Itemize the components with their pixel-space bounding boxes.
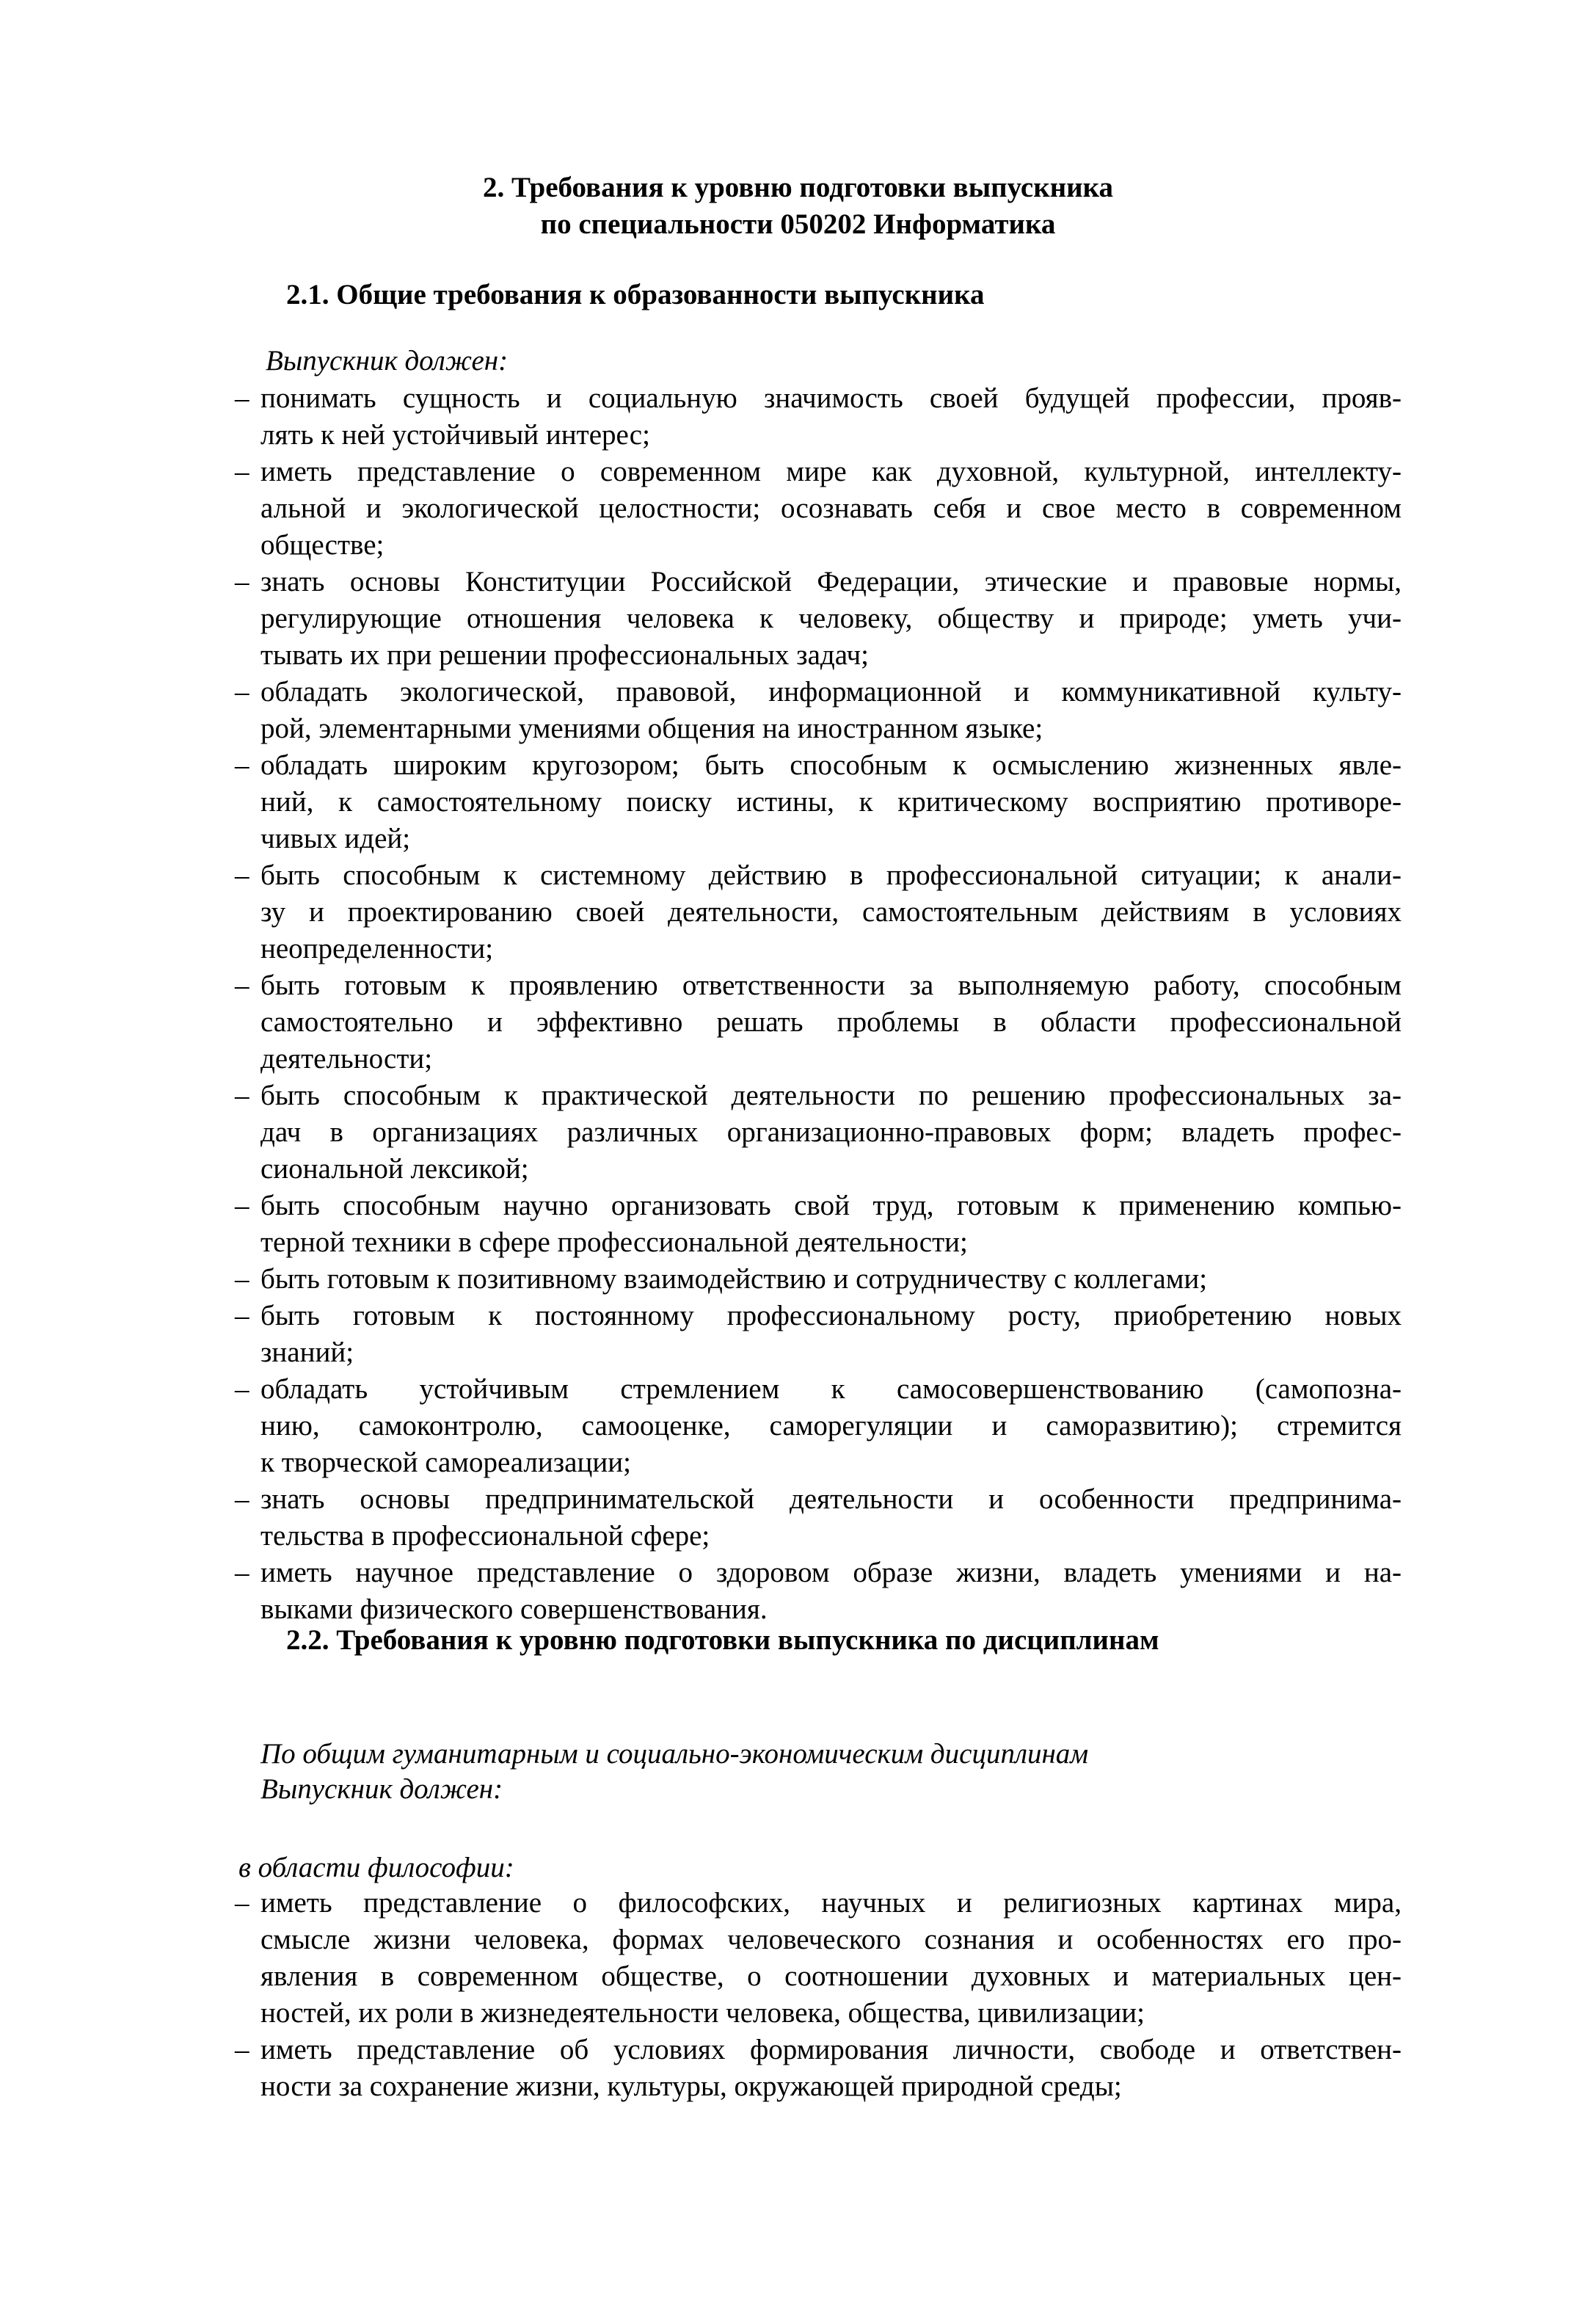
list-item-line: нию, самоконтролю, самооценке, саморегуляции и саморазвитию); стремится bbox=[260, 1410, 1402, 1442]
list-item bbox=[235, 564, 1402, 674]
list-item-line: зу и проектированию своей деятельности, самостоятельным действиям в условиях bbox=[260, 896, 1402, 928]
list-item-line: дач в организациях различных организационно-правовых форм; владеть профес- bbox=[260, 1116, 1402, 1148]
list-item-line: терной техники в сфере профессиональной деятельности; bbox=[260, 1226, 968, 1258]
list-item-line: быть готовым к постоянному профессиональному росту, приобретению новых bbox=[260, 1300, 1402, 1331]
list-item-line: ности за сохранение жизни, культуры, окружающей природной среды; bbox=[260, 2071, 1122, 2102]
list-item-line: сиональной лексикой; bbox=[260, 1153, 529, 1185]
list-item-line: знать основы Конституции Российской Федерации, этические и правовые нормы, bbox=[260, 566, 1402, 597]
list-item-line: лять к ней устойчивый интерес; bbox=[260, 419, 650, 451]
list-item-line: рой, элементарными умениями общения на иностранном языке; bbox=[260, 713, 1043, 744]
dash-marker: – bbox=[235, 749, 249, 781]
list-item bbox=[235, 380, 1402, 454]
list-item bbox=[235, 1188, 1402, 1261]
page-title-line-1: 2. Требования к уровню подготовки выпускника bbox=[482, 172, 1114, 203]
list-item bbox=[235, 454, 1402, 564]
list-item-line: иметь научное представление о здоровом образе жизни, владеть умениями и на- bbox=[260, 1557, 1402, 1588]
list-item-line: быть способным научно организовать свой труд, готовым к применению компью- bbox=[260, 1190, 1402, 1221]
list-item-line: самостоятельно и эффективно решать проблемы в области профессиональной bbox=[260, 1006, 1402, 1038]
list-item-line: ностей, их роли в жизнедеятельности человека, общества, цивилизации; bbox=[260, 1997, 1145, 2029]
list-item-line: регулирующие отношения человека к человеку, обществу и природе; уметь учи- bbox=[260, 603, 1402, 634]
dash-marker: – bbox=[235, 970, 249, 1001]
list-item-line: обществе; bbox=[260, 529, 385, 561]
list-item bbox=[235, 1077, 1402, 1188]
list-item-line: деятельности; bbox=[260, 1043, 433, 1075]
dash-marker: – bbox=[235, 1190, 249, 1221]
page-title-line-2: по специальности 050202 Информатика bbox=[540, 208, 1056, 240]
section-2-2-bullet-list bbox=[235, 1885, 1402, 2105]
section-2-2-subheading: По общим гуманитарным и социально-экономическим дисциплинам bbox=[260, 1738, 1089, 1770]
dash-marker: – bbox=[235, 2034, 249, 2065]
list-item bbox=[235, 1481, 1402, 1555]
list-item-line: быть способным к практической деятельности по решению профессиональных за- bbox=[260, 1080, 1402, 1111]
dash-marker: – bbox=[235, 1887, 249, 1919]
dash-marker: – bbox=[235, 1080, 249, 1111]
dash-marker: – bbox=[235, 456, 249, 487]
list-item bbox=[235, 1261, 1402, 1298]
list-item-line: ний, к самостоятельному поиску истины, к критическому восприятию противоре- bbox=[260, 786, 1402, 818]
list-item bbox=[235, 967, 1402, 1077]
list-item-line: выками физического совершенствования. bbox=[260, 1593, 768, 1625]
list-item bbox=[235, 1555, 1402, 1628]
list-item-line: чивых идей; bbox=[260, 823, 411, 854]
dash-marker: – bbox=[235, 566, 249, 597]
dash-marker: – bbox=[235, 1557, 249, 1588]
section-2-1-heading: 2.1. Общие требования к образованности выпускника bbox=[286, 279, 985, 310]
dash-marker: – bbox=[235, 382, 249, 414]
section-2-1-intro: Выпускник должен: bbox=[266, 345, 509, 377]
list-item-line: иметь представление об условиях формирования личности, свободе и ответствен- bbox=[260, 2034, 1402, 2065]
list-item-line: знаний; bbox=[260, 1337, 354, 1368]
list-item-line: обладать экологической, правовой, информационной и коммуникативной культу- bbox=[260, 676, 1402, 708]
list-item-line: явления в современном обществе, о соотношении духовных и материальных цен- bbox=[260, 1960, 1402, 1992]
list-item-line: обладать устойчивым стремлением к самосовершенствованию (самопозна- bbox=[260, 1373, 1402, 1405]
section-2-2-heading: 2.2. Требования к уровню подготовки выпускника по дисциплинам bbox=[286, 1624, 1159, 1656]
list-item-line: неопределенности; bbox=[260, 933, 494, 964]
list-item-line: смысле жизни человека, формах человеческого сознания и особенностях его про- bbox=[260, 1924, 1402, 1955]
list-item bbox=[235, 2032, 1402, 2105]
list-item bbox=[235, 1885, 1402, 2032]
philosophy-area-label: в области философии: bbox=[238, 1852, 514, 1883]
section-2-1-bullet-list bbox=[235, 380, 1402, 1628]
list-item-line: обладать широким кругозором; быть способным к осмыслению жизненных явле- bbox=[260, 749, 1402, 781]
dash-marker: – bbox=[235, 1373, 249, 1405]
list-item bbox=[235, 747, 1402, 857]
dash-marker: – bbox=[235, 859, 249, 891]
dash-marker: – bbox=[235, 676, 249, 708]
list-item-line: быть способным к системному действию в профессиональной ситуации; к анали- bbox=[260, 859, 1402, 891]
section-2-2-intro: Выпускник должен: bbox=[260, 1773, 503, 1805]
list-item-line: быть готовым к проявлению ответственности за выполняемую работу, способным bbox=[260, 970, 1402, 1001]
list-item-line: быть готовым к позитивному взаимодействию и сотрудничеству с коллегами; bbox=[260, 1263, 1208, 1295]
list-item bbox=[235, 1371, 1402, 1481]
list-item-line: понимать сущность и социальную значимость своей будущей профессии, прояв- bbox=[260, 382, 1402, 414]
list-item-line: к творческой самореализации; bbox=[260, 1447, 631, 1478]
list-item-line: знать основы предпринимательской деятельности и особенности предпринима- bbox=[260, 1483, 1402, 1515]
dash-marker: – bbox=[235, 1483, 249, 1515]
list-item-line: тельства в профессиональной сфере; bbox=[260, 1520, 710, 1552]
list-item-line: иметь представление о философских, научных и религиозных картинах мира, bbox=[260, 1887, 1402, 1919]
dash-marker: – bbox=[235, 1263, 249, 1295]
list-item bbox=[235, 674, 1402, 747]
list-item bbox=[235, 857, 1402, 967]
list-item-line: альной и экологической целостности; осознавать себя и свое место в современном bbox=[260, 492, 1402, 524]
dash-marker: – bbox=[235, 1300, 249, 1331]
list-item bbox=[235, 1298, 1402, 1371]
list-item-line: тывать их при решении профессиональных задач; bbox=[260, 639, 869, 671]
list-item-line: иметь представление о современном мире как духовной, культурной, интеллекту- bbox=[260, 456, 1402, 487]
